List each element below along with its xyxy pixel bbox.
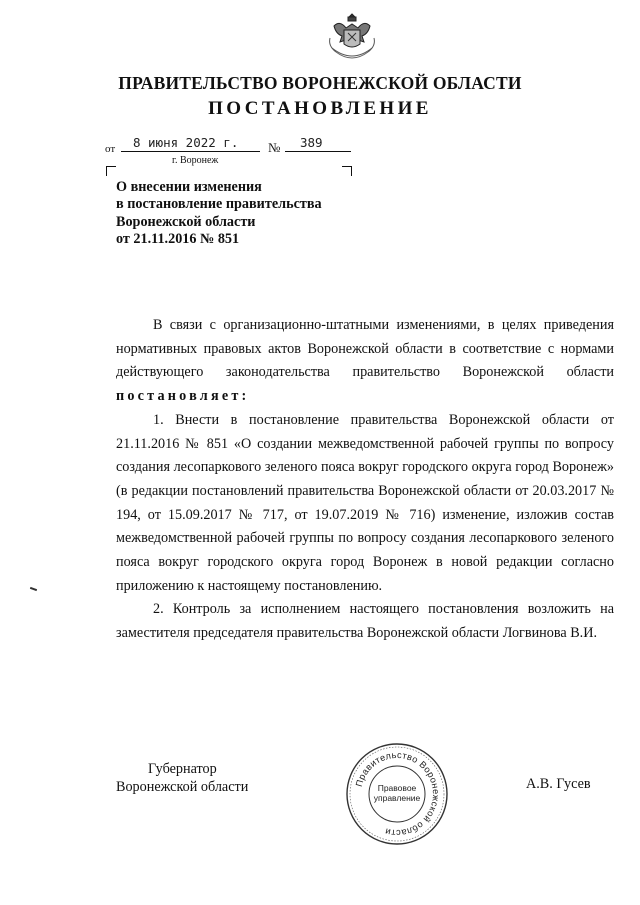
- resolution-keyword: постановляет:: [116, 388, 250, 405]
- city-label: г. Воронеж: [172, 155, 219, 166]
- signatory-position-line-1: Губернатор: [148, 761, 217, 777]
- subject-line-2: в постановление правительства: [116, 196, 322, 213]
- number-underline: [285, 151, 351, 152]
- subject-line-1: О внесении изменения: [116, 179, 262, 195]
- signatory-name: А.В. Гусев: [526, 776, 591, 792]
- body-paragraph-2: 2. Контроль за исполнением настоящего постановления возложить на заместителя председателя правительства Воронежской области Логвинова В.И.: [116, 601, 614, 642]
- preamble-text: В связи с организационно-штатными изменениями, в целях приведения нормативных правовых актов Воронежской области в соответствие с нормами действующего законодательства правительство Воронежской области: [116, 317, 614, 381]
- document-number: 389: [300, 135, 323, 150]
- document-type-title: ПОСТАНОВЛЕНИЕ: [208, 98, 432, 119]
- stamp-ring-text: Правительство Воронежской области: [353, 749, 442, 839]
- subject-line-3: Воронежской области: [116, 213, 256, 230]
- margin-mark: [30, 587, 37, 591]
- date-underline: [121, 151, 260, 152]
- signatory-position-line-2: Воронежской области: [116, 779, 249, 795]
- number-label: №: [268, 140, 281, 155]
- document-body: [116, 314, 614, 646]
- document-date: 8 июня 2022 г.: [133, 135, 239, 150]
- coat-of-arms-emblem: [326, 8, 378, 62]
- body-paragraph-preamble: [116, 314, 614, 409]
- signatory-position: [116, 760, 248, 796]
- stamp-center-line-2: управление: [373, 793, 421, 803]
- official-seal-stamp: [344, 741, 450, 847]
- stamp-center-line-1: Правовое: [377, 783, 417, 793]
- subject-bracket-right: [342, 166, 352, 176]
- subject-line-4: от 21.11.2016 № 851: [116, 230, 240, 247]
- date-prefix-label: от: [105, 143, 116, 155]
- document-subject: [116, 179, 376, 248]
- government-title: ПРАВИТЕЛЬСТВО ВОРОНЕЖСКОЙ ОБЛАСТИ: [118, 73, 522, 93]
- body-paragraph-1: 1. Внести в постановление правительства Воронежской области от 21.11.2016 № 851 «О создании межведомственной рабочей группы по вопросу создания лесопаркового зеленого пояса вокруг городского округа город Воронеж» (в редакции постановлений правительства Воронежской области от 20.03.2017 № 194, от 15.09.2017 № 717, от 19.07.2019 № 716) изменение, изложив состав межведомственной рабочей группы по вопросу создания лесопаркового зеленого пояса вокруг городского округа город Воронеж в новой редакции согласно приложению к настоящему постановлению.: [116, 411, 614, 594]
- subject-bracket-left: [106, 166, 116, 176]
